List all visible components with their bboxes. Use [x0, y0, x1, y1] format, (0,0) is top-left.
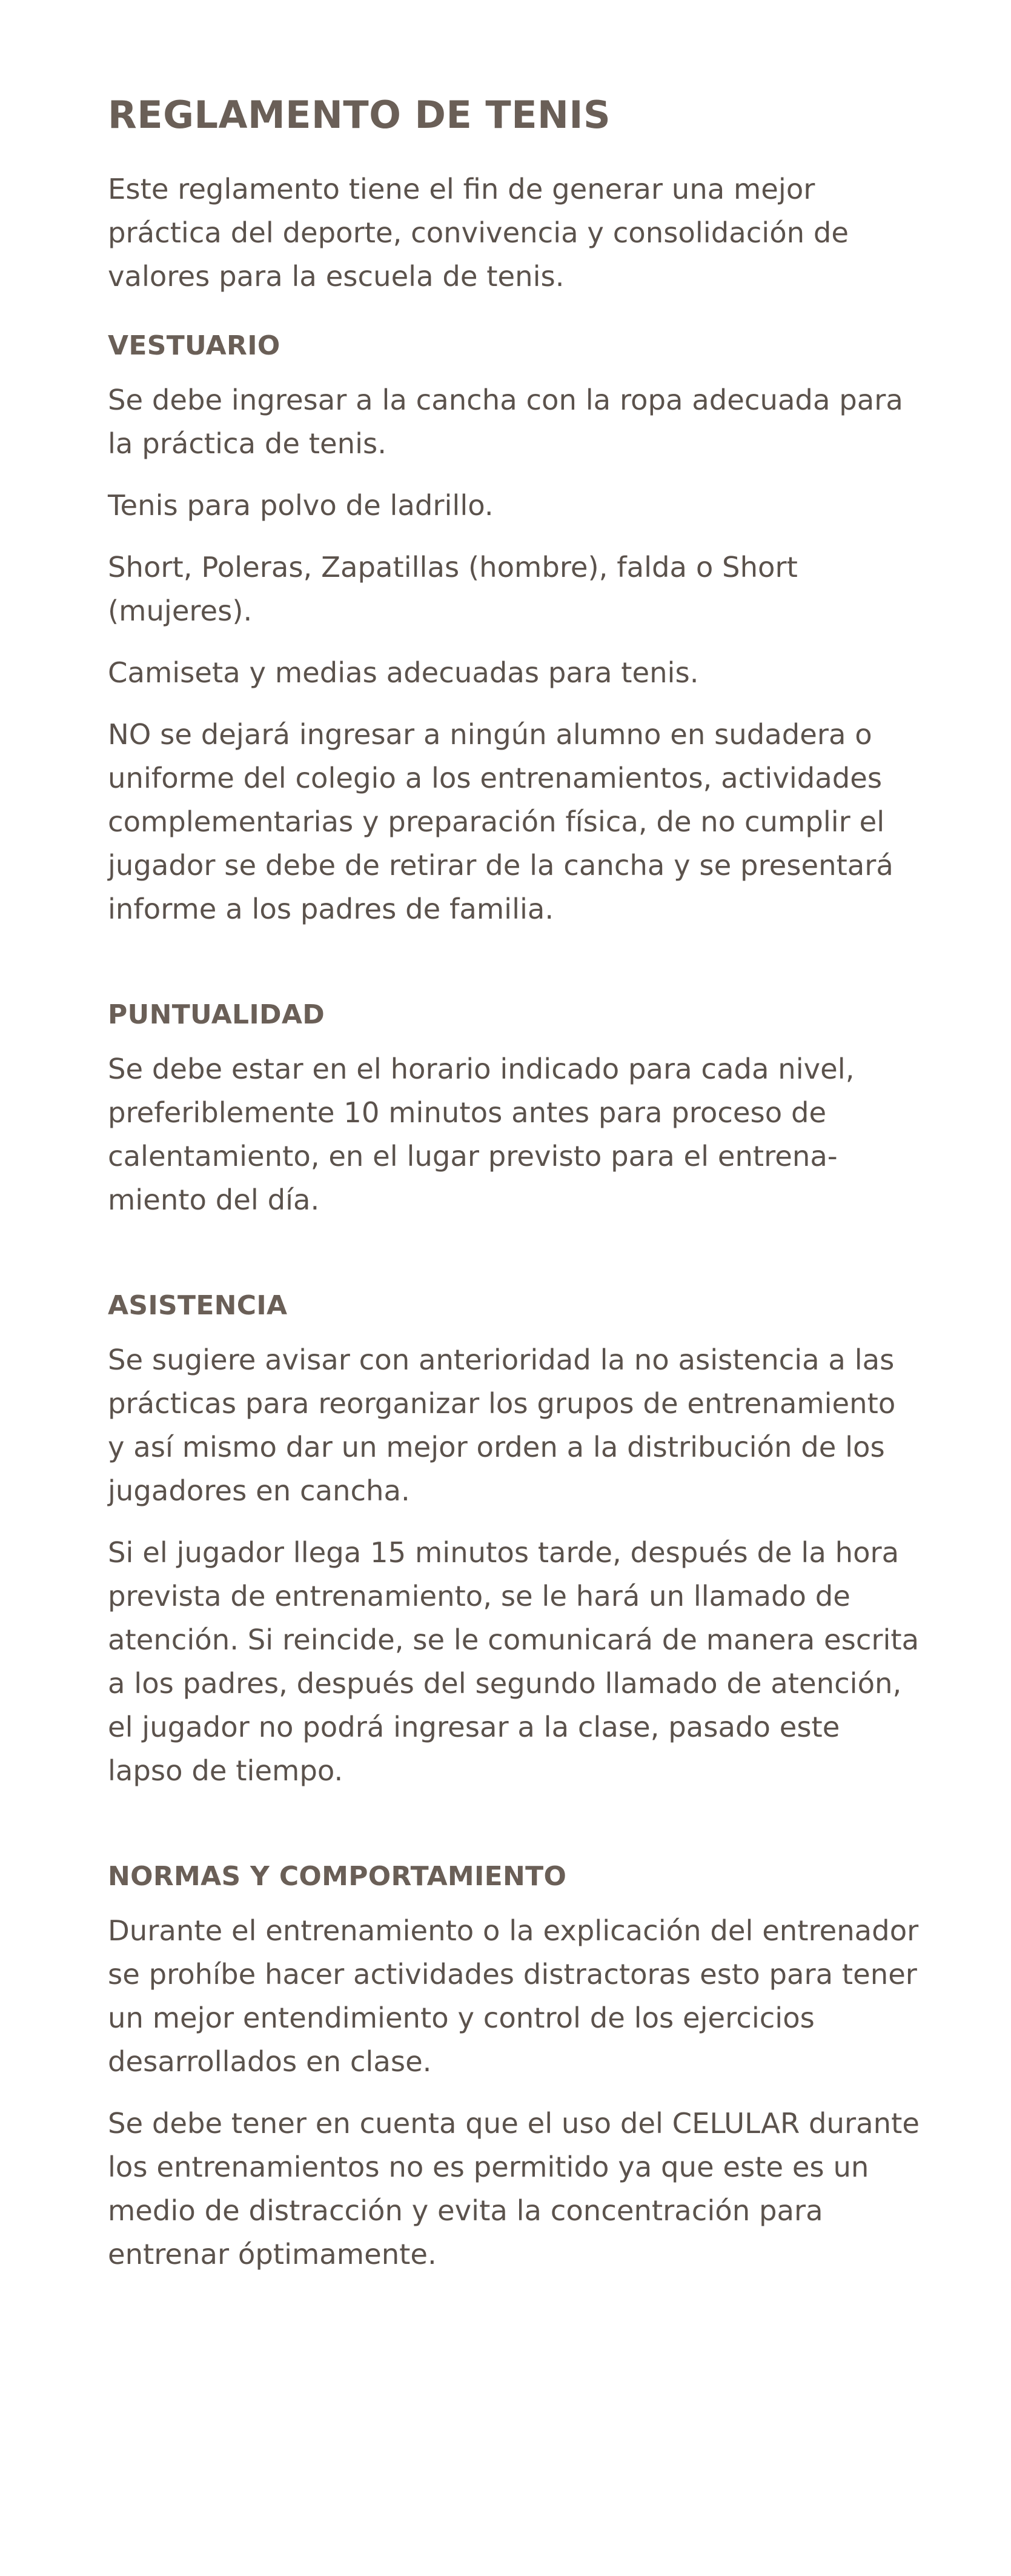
section-heading: ASISTENCIA — [108, 1290, 288, 1321]
section-paragraph: Si el jugador llega 15 minutos tarde, después de la hora prevista de entrenamiento, se le hará un llamado de atención. Si reincide, se le comunicará de manera escrita a los padres, después del segundo llamado de atención, el jugador no podrá ingresar a la clase, pasado este lapso de tiempo. — [108, 1536, 920, 1787]
section-heading: NORMAS Y COMPORTAMIENTO — [108, 1861, 567, 1892]
section-normas-comportamiento — [108, 1858, 920, 2276]
document-content — [108, 90, 920, 2341]
intro-paragraph: Este reglamento tiene el fin de generar una mejor práctica del deporte, convivencia y consolidación de valores para la escuela de tenis. — [108, 173, 849, 293]
section-paragraph: Short, Poleras, Zapatillas (hombre), falda o Short (mujeres). — [108, 551, 798, 627]
section-vestuario — [108, 327, 920, 931]
section-asistencia — [108, 1287, 920, 1792]
section-paragraph: Se debe tener en cuenta que el uso del CELULAR durante los entrenamientos no es permitido ya que este es un medio de distracción y evita la concentración para entrenar óptimamente. — [108, 2107, 920, 2271]
section-puntualidad — [108, 996, 920, 1222]
section-paragraph: Camiseta y medias adecuadas para tenis. — [108, 656, 699, 689]
section-heading: PUNTUALIDAD — [108, 999, 325, 1030]
section-paragraph: Durante el entrenamiento o la explicación del entrenador se prohíbe hacer actividades distractoras esto para tener un mejor entendimiento y control de los ejercicios desarrollados en clase. — [108, 1914, 919, 2078]
section-paragraph: Se sugiere avisar con anterioridad la no asistencia a las prácticas para reorganizar los grupos de entrenamiento y así mismo dar un mejor orden a la distribución de los jugadores en cancha. — [108, 1343, 896, 1507]
section-paragraph: Se debe ingresar a la cancha con la ropa adecuada para la práctica de tenis. — [108, 384, 903, 460]
section-heading: VESTUARIO — [108, 330, 280, 361]
document-title: REGLAMENTO DE TENIS — [108, 93, 611, 137]
section-paragraph: NO se dejará ingresar a ningún alumno en sudadera o uniforme del colegio a los entrenamientos, actividades complementarias y preparación física, de no cumplir el jugador se debe de retirar de la cancha y se presentará informe a los padres de familia. — [108, 718, 893, 925]
section-paragraph: Se debe estar en el horario indicado para cada nivel, preferiblemente 10 minutos antes para proceso de calentamiento, en el lugar previsto para el entrenamiento del día. — [108, 1053, 855, 1216]
section-paragraph: Tenis para polvo de ladrillo. — [108, 489, 494, 522]
